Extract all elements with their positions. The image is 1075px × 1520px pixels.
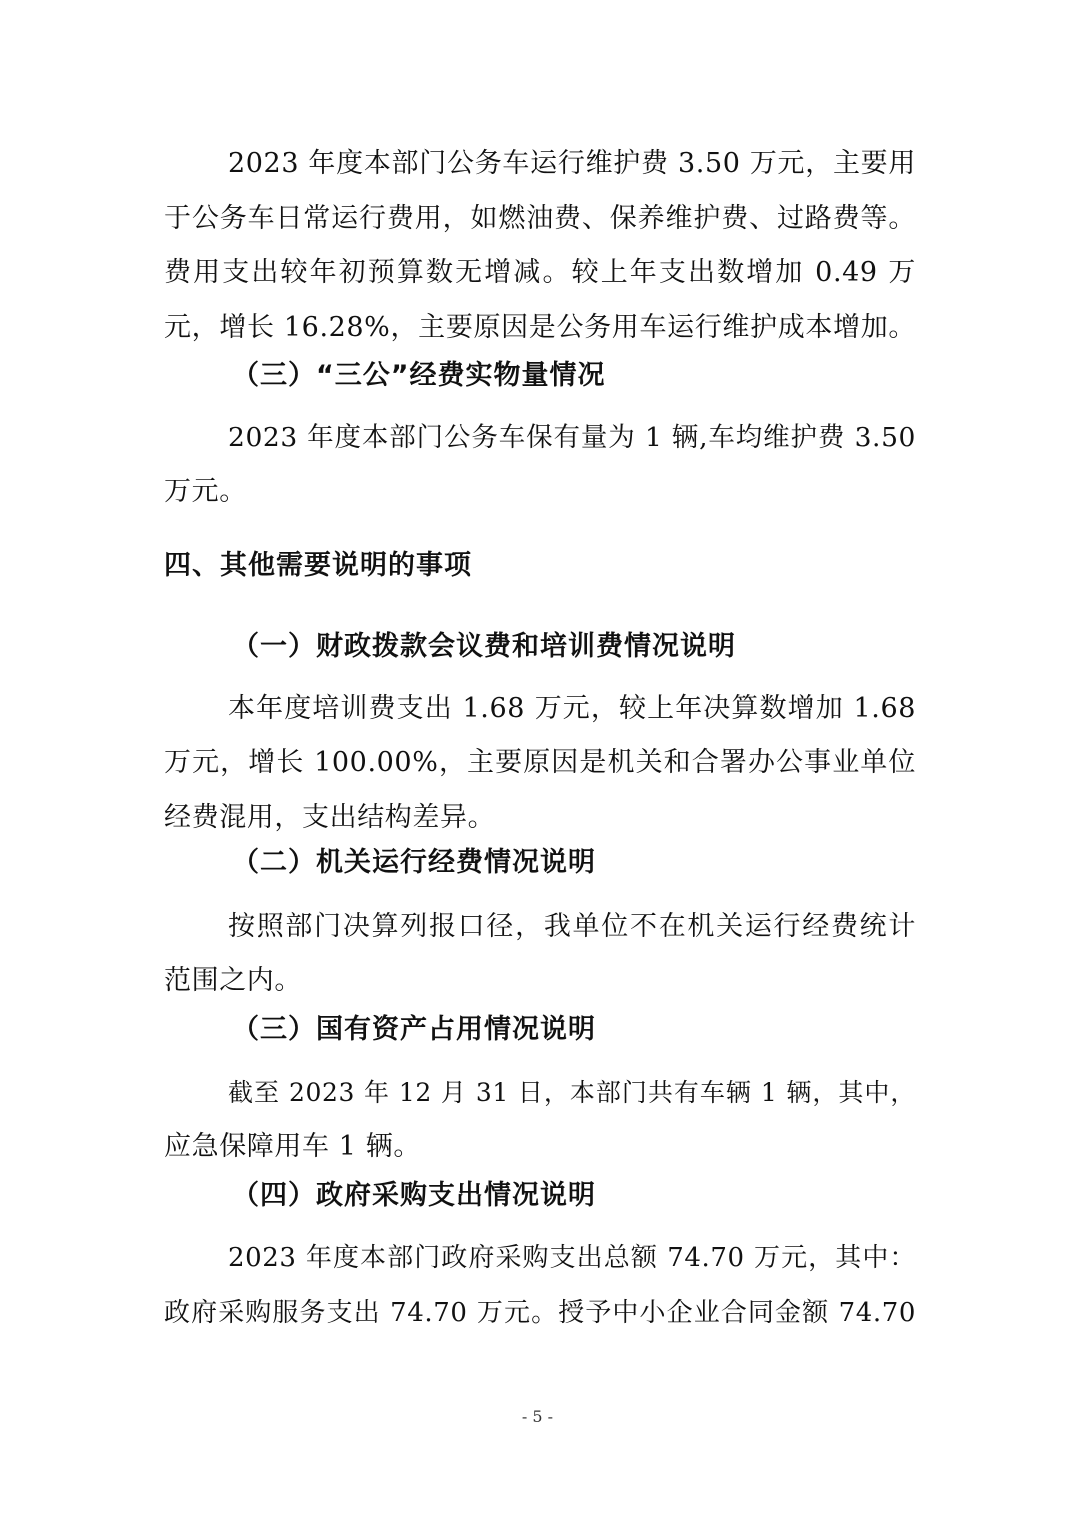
page-number: - 5 - [521, 1407, 554, 1426]
sub2-heading: （二）机关运行经费情况说明 [232, 847, 596, 878]
sub3-heading: （三）国有资产占用情况说明 [232, 1014, 596, 1045]
para-vehicle-count-line-1: 2023 年度本部门公务车保有量为 1 辆,车均维护费 3.50 [228, 422, 916, 453]
para-vehicle-cost-line-4: 元，增长 16.28%，主要原因是公务用车运行维护成本增加。 [164, 312, 916, 343]
para-vehicle-cost-line-2: 于公务车日常运行费用，如燃油费、保养维护费、过路费等。 [164, 203, 916, 234]
sub1-line-3: 经费混用，支出结构差异。 [164, 802, 496, 833]
sub4-line-2: 政府采购服务支出 74.70 万元。授予中小企业合同金额 74.70 [164, 1298, 916, 1328]
sub4-line-1: 2023 年度本部门政府采购支出总额 74.70 万元，其中： [228, 1243, 916, 1273]
para-vehicle-cost-line-1: 2023 年度本部门公务车运行维护费 3.50 万元，主要用 [228, 148, 916, 179]
sub1-line-1: 本年度培训费支出 1.68 万元，较上年决算数增加 1.68 [228, 693, 916, 724]
sub1-heading: （一）财政拨款会议费和培训费情况说明 [232, 631, 736, 662]
sub3-line-1: 截至 2023 年 12 月 31 日，本部门共有车辆 1 辆，其中， [228, 1078, 916, 1107]
sub4-heading: （四）政府采购支出情况说明 [232, 1180, 596, 1211]
chapter-4-heading: 四、其他需要说明的事项 [164, 550, 472, 581]
sub2-line-1: 按照部门决算列报口径，我单位不在机关运行经费统计 [228, 911, 916, 942]
para-vehicle-count-line-2: 万元。 [164, 476, 247, 507]
sub1-line-2: 万元，增长 100.00%，主要原因是机关和合署办公事业单位 [164, 747, 916, 778]
sub3-line-2: 应急保障用车 1 辆。 [164, 1131, 421, 1162]
section-3-heading: （三）“三公”经费实物量情况 [232, 360, 606, 391]
sub2-line-2: 范围之内。 [164, 965, 302, 996]
para-vehicle-cost-line-3: 费用支出较年初预算数无增减。较上年支出数增加 0.49 万 [164, 257, 916, 288]
